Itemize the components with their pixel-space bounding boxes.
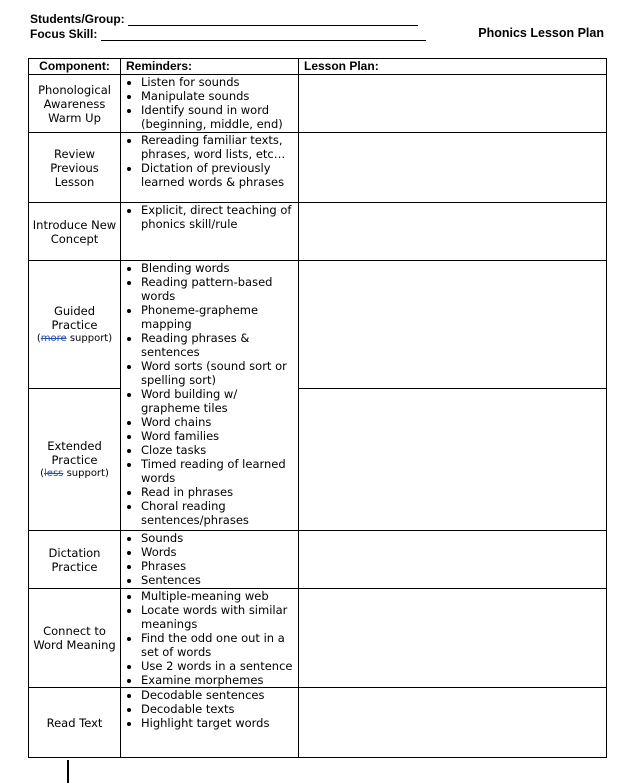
component-cell — [29, 261, 121, 389]
list-item: • Find the odd one out in a set of words — [141, 631, 298, 659]
strikethrough-text: more — [40, 332, 67, 344]
list-item: • Decodable sentences — [141, 688, 298, 702]
component-cell: Dictation Practice — [29, 531, 121, 589]
list-item: • Word chains — [141, 415, 298, 429]
component-cell: Introduce New Concept — [29, 203, 121, 261]
students-group-label: Students/Group: — [30, 12, 125, 26]
lesson-plan-column-header: Lesson Plan: — [299, 59, 607, 75]
page-edge-mark — [67, 760, 69, 783]
component-cell: Read Text — [29, 688, 121, 758]
list-item: • Highlight target words — [141, 716, 298, 730]
component-cell — [29, 389, 121, 531]
list-item: • Word families — [141, 429, 298, 443]
list-item: • Manipulate sounds — [141, 89, 298, 103]
list-item: • Timed reading of learned words — [141, 457, 298, 485]
students-group-blank[interactable] — [128, 14, 418, 26]
component-label: Extended Practice — [47, 438, 102, 467]
lesson-plan-cell[interactable] — [299, 261, 607, 389]
students-group-field[interactable] — [30, 12, 418, 26]
list-item: • Dictation of previously learned words & phrases — [141, 161, 298, 189]
list-item: • Identify sound in word (beginning, middle, end) — [141, 103, 298, 131]
support-note: (more support) — [36, 332, 113, 344]
component-column-header: Component: — [29, 59, 121, 75]
lesson-plan-table — [28, 58, 607, 758]
table-row — [29, 75, 607, 133]
list-item: • Phrases — [141, 559, 298, 573]
reminders-column-header: Reminders: — [121, 59, 299, 75]
component-cell: Phonological Awareness Warm Up — [29, 75, 121, 133]
list-item: • Word sorts (sound sort or spelling sort) — [141, 359, 298, 387]
table-row — [29, 688, 607, 758]
list-item: • Words — [141, 545, 298, 559]
list-item: • Blending words — [141, 261, 298, 275]
lesson-plan-cell[interactable] — [299, 75, 607, 133]
list-item: • Examine morphemes — [141, 673, 298, 687]
list-item: • Reading pattern-based words — [141, 275, 298, 303]
list-item: • Read in phrases — [141, 485, 298, 499]
list-item: • Use 2 words in a sentence — [141, 659, 298, 673]
lesson-plan-cell[interactable] — [299, 688, 607, 758]
list-item: • Cloze tasks — [141, 443, 298, 457]
list-item: • Word building w/ grapheme tiles — [141, 387, 298, 415]
reminders-cell — [121, 688, 299, 758]
list-item: • Multiple-meaning web — [141, 589, 298, 603]
list-item: • Reading phrases & sentences — [141, 331, 298, 359]
support-note: (less support) — [40, 467, 109, 479]
focus-skill-label: Focus Skill: — [30, 27, 98, 41]
component-cell: Review Previous Lesson — [29, 133, 121, 203]
list-item: • Sentences — [141, 573, 298, 587]
reminders-cell — [121, 133, 299, 203]
table-row — [29, 261, 607, 389]
lesson-plan-cell[interactable] — [299, 589, 607, 688]
reminders-cell — [121, 531, 299, 589]
list-item: • Rereading familiar texts, phrases, word lists, etc… — [141, 133, 298, 161]
page-title: Phonics Lesson Plan — [478, 26, 604, 40]
lesson-plan-cell[interactable] — [299, 133, 607, 203]
lesson-plan-cell[interactable] — [299, 389, 607, 531]
table-header-row — [29, 59, 607, 75]
table-row — [29, 133, 607, 203]
list-item: • Sounds — [141, 531, 298, 545]
list-item: • Listen for sounds — [141, 75, 298, 89]
strikethrough-text: less — [44, 467, 64, 479]
table-row — [29, 203, 607, 261]
reminders-cell — [121, 203, 299, 261]
table-row — [29, 389, 607, 531]
lesson-plan-cell[interactable] — [299, 203, 607, 261]
reminders-cell — [121, 589, 299, 688]
focus-skill-blank[interactable] — [101, 29, 426, 41]
component-cell: Connect to Word Meaning — [29, 589, 121, 688]
list-item: • Phoneme-grapheme mapping — [141, 303, 298, 331]
lesson-plan-cell[interactable] — [299, 531, 607, 589]
reminders-cell — [121, 75, 299, 133]
table-row — [29, 531, 607, 589]
list-item: • Locate words with similar meanings — [141, 603, 298, 631]
list-item: • Decodable texts — [141, 702, 298, 716]
focus-skill-field[interactable] — [30, 27, 426, 41]
list-item: • Choral reading sentences/phrases — [141, 499, 298, 527]
component-label: Guided Practice — [51, 303, 98, 332]
table-row — [29, 589, 607, 688]
reminders-cell — [121, 261, 299, 531]
list-item: • Explicit, direct teaching of phonics skill/rule — [141, 203, 298, 231]
